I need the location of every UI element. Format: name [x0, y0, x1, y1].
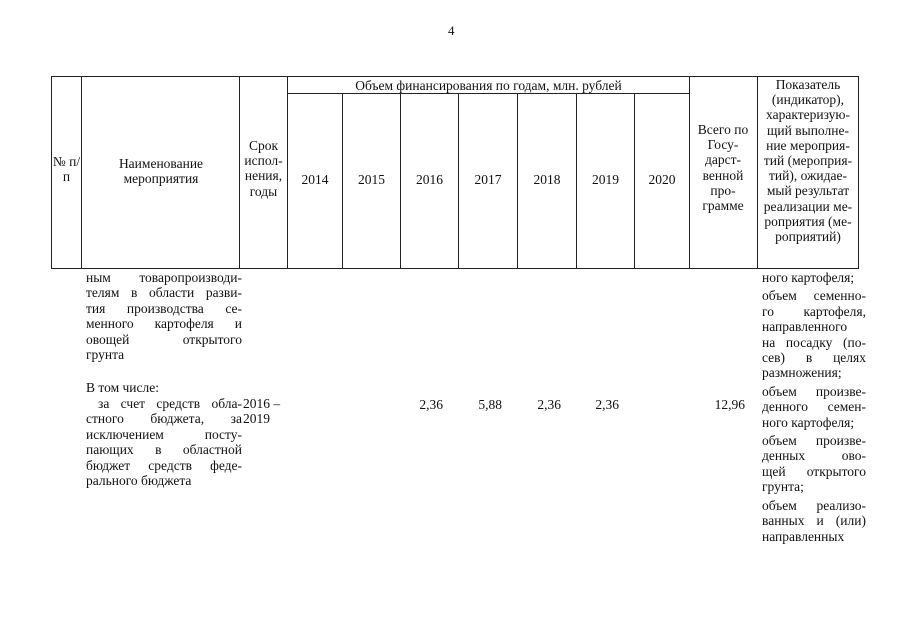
value-2017: 5,88: [478, 397, 502, 412]
header-top-border: [51, 76, 859, 77]
table-header: [51, 76, 859, 269]
text-line: ного картофеля;: [762, 270, 855, 285]
text-line: телям в области разви-: [86, 285, 242, 301]
header-year-2016: 2016: [416, 172, 443, 187]
text-line: исключением посту-: [86, 426, 242, 442]
header-year-2019: 2019: [592, 172, 619, 187]
col-border: [757, 76, 758, 269]
text-line: направленных: [762, 528, 845, 544]
header-num: № п/п: [52, 154, 81, 185]
text-line: объем произве-: [762, 383, 866, 399]
text-line: ного картофеля;: [762, 414, 855, 430]
header-year-2018: 2018: [533, 172, 561, 187]
in-total-label: В том числе:: [86, 380, 159, 395]
text-line: менного картофеля и: [86, 316, 242, 332]
measure-name-part2: [86, 396, 242, 488]
text-line: ванных и (или): [762, 513, 866, 529]
text-line: 2016 –: [243, 396, 281, 411]
text-line: объем реализо-: [762, 497, 866, 513]
text-line: тия производства се-: [86, 300, 242, 316]
col-border: [858, 76, 859, 269]
header-funding: Объем финансирования по годам, млн. рублей: [355, 78, 622, 93]
header-name: Наименование мероприятия: [118, 156, 204, 187]
text-line: объем семенно-: [762, 288, 866, 304]
header-year-2014: 2014: [301, 172, 329, 187]
col-border: [689, 76, 690, 269]
header-indicator: Показатель (индикатор), характеризую-щий выполне-ние мероприя-тий (мероприя-тий), ожидае-мый результат реализации ме-роприятия (ме-роприятий): [763, 77, 853, 245]
header-year-2017: 2017: [474, 172, 502, 187]
text-line: ным товаропроизводи-: [86, 270, 242, 285]
header-year-2020: 2020: [648, 172, 676, 187]
value-2018: 2,36: [537, 397, 561, 412]
value-2016: 2,36: [419, 397, 443, 412]
text-line: на посадку (по-: [762, 334, 866, 350]
header-year-2015: 2015: [358, 172, 385, 187]
text-line: грунта: [86, 347, 125, 363]
value-2019: 2,36: [595, 397, 619, 412]
text-line: денных ово-: [762, 448, 866, 464]
header-term: Срок испол-нения, годы: [244, 138, 283, 199]
indicator-item: [762, 288, 866, 380]
text-line: бюджет средств феде-: [86, 457, 242, 473]
value-total: 12,96: [714, 397, 745, 412]
header-total: Всего по Госу-дарст-венной про-грамме: [697, 122, 749, 214]
text-line: щей открытого: [762, 463, 866, 479]
indicator-item: [762, 270, 866, 285]
text-line: за счет средств обла-: [98, 396, 242, 411]
text-line: денного семен-: [762, 399, 866, 415]
text-line: пающих в областной: [86, 442, 242, 458]
col-border: [81, 76, 82, 269]
measure-name-part1: [86, 270, 242, 362]
term-cell: [243, 396, 289, 427]
text-line: 2019: [243, 411, 270, 427]
text-line: го картофеля,: [762, 303, 866, 319]
text-line: рального бюджета: [86, 473, 192, 489]
page-number: 4: [448, 23, 455, 38]
indicator-item: [762, 384, 866, 430]
indicator-item: [762, 433, 866, 495]
text-line: стного бюджета, за: [86, 411, 242, 427]
indicator-cell: [762, 270, 866, 544]
text-line: грунта;: [762, 479, 804, 495]
text-line: овощей открытого: [86, 331, 242, 347]
indicator-item: [762, 498, 866, 544]
text-line: размножения;: [762, 365, 842, 381]
text-line: направленного: [762, 319, 848, 335]
header-bottom-border: [51, 268, 859, 269]
text-line: сев) в целях: [762, 350, 866, 366]
text-line: объем произве-: [762, 433, 866, 449]
